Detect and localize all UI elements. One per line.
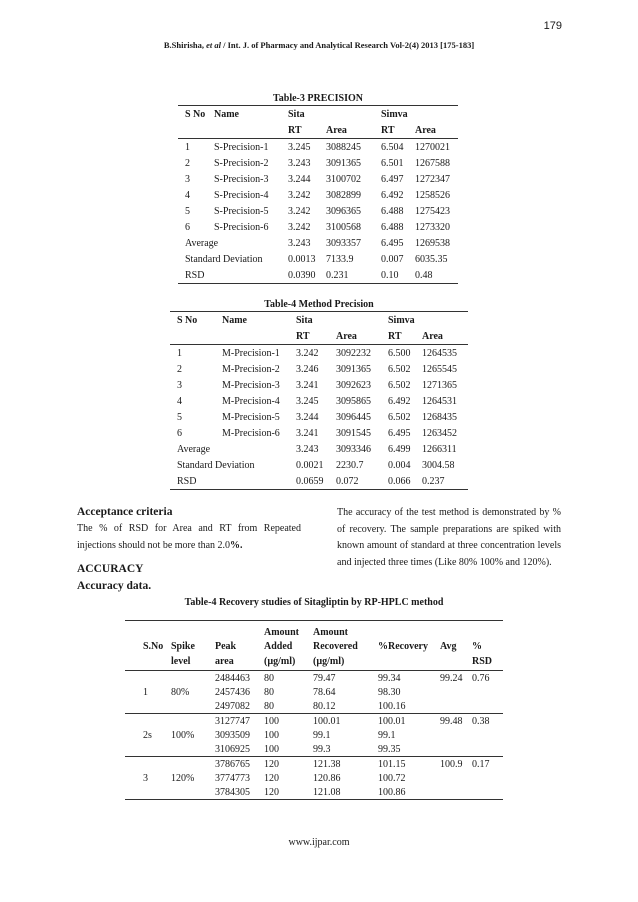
accuracy-heading: ACCURACY (77, 563, 144, 575)
table-cell: 3.243 (288, 157, 311, 169)
group-level: 120% (171, 772, 195, 784)
table4-header-name: Name (222, 314, 247, 326)
table-row (170, 473, 468, 490)
table-cell: 101.15 (378, 758, 406, 770)
table-cell: 1 (177, 347, 182, 359)
table-cell: 120 (264, 786, 279, 798)
table-cell: 3.242 (288, 189, 311, 201)
table4-header-simva: Simva (388, 314, 415, 326)
table-cell: 6.488 (381, 205, 404, 217)
table-cell: 2230.7 (336, 459, 364, 471)
recovery-table-title: Table-4 Recovery studies of Sitagliptin by RP-HPLC method (184, 597, 444, 608)
table-cell: 6.502 (388, 379, 411, 391)
table-cell: 3004.58 (422, 459, 455, 471)
table-cell: 0.10 (381, 269, 399, 281)
table-cell: 0.007 (381, 253, 404, 265)
table3-header-area: Area (326, 124, 347, 136)
table-cell: 3100568 (326, 221, 361, 233)
group-rsd: 0.17 (472, 758, 490, 770)
table-cell: 3.241 (296, 427, 319, 439)
table3-title: Table-3 PRECISION (273, 93, 363, 104)
table-row (170, 425, 468, 441)
table-cell: 3784305 (215, 786, 250, 798)
header-authors: B.Shirisha, (163, 40, 204, 50)
group-sno: 2s (143, 729, 152, 741)
table-cell: 6.488 (381, 221, 404, 233)
header-spike-line2: level (171, 656, 191, 667)
table-cell: 100.01 (313, 715, 341, 727)
header-journal: / Int. J. of Pharmacy and Analytical Research Vol-2(4) 2013 [175-183] (223, 40, 475, 50)
header-recovered-line2: Recovered (313, 640, 358, 652)
table-cell: 3096445 (336, 411, 371, 423)
table-row (178, 251, 458, 267)
table-cell: 3091365 (336, 363, 371, 375)
table-cell: 0.004 (388, 459, 411, 471)
header-peak-line2: area (215, 656, 234, 667)
table-cell: 6.501 (381, 157, 404, 169)
table-cell: 99.1 (378, 729, 396, 741)
table4-header-area: Area (422, 330, 443, 342)
table-cell: 100 (264, 743, 279, 755)
header-avg: Avg (440, 640, 457, 652)
table-cell: 120 (264, 772, 279, 784)
table-cell: S-Precision-3 (214, 173, 269, 185)
table-cell: 3.242 (296, 347, 319, 359)
table-cell: S-Precision-1 (214, 141, 269, 153)
header-added-line1: Amount (264, 626, 300, 638)
group-avg: 99.48 (440, 715, 463, 727)
table-cell: 2 (185, 157, 190, 169)
table-cell: 1269538 (415, 237, 450, 249)
table-cell: 3093346 (336, 443, 371, 455)
table-cell: 1265545 (422, 363, 457, 375)
header-recovered-line3: (µg/ml) (313, 656, 345, 667)
acceptance-bold-tail: %. (230, 539, 243, 551)
table-cell: 100 (264, 715, 279, 727)
table-cell: M-Precision-4 (222, 395, 280, 407)
table4-method-precision (170, 311, 468, 490)
accuracy-subheading: Accuracy data. (77, 580, 152, 592)
table-cell: Standard Deviation (185, 253, 263, 265)
recovery-table (125, 620, 503, 800)
table4-header-sita: Sita (296, 314, 313, 326)
table-row (178, 203, 458, 219)
table-cell: 1270021 (415, 141, 450, 153)
table-cell: M-Precision-3 (222, 379, 280, 391)
table-cell: M-Precision-6 (222, 427, 280, 439)
table-row (170, 345, 468, 362)
table-cell: 3127747 (215, 715, 250, 727)
table-row (170, 393, 468, 409)
table-cell: 3093357 (326, 237, 361, 249)
header-recovered-line1: Amount (313, 626, 349, 638)
table-cell: 0.0021 (296, 459, 324, 471)
header-added-line3: (µg/ml) (264, 656, 296, 667)
footer-url: www.ijpar.com (288, 837, 350, 848)
header-added-line2: Added (264, 640, 293, 652)
table-row (178, 219, 458, 235)
table-cell: 3.244 (288, 173, 311, 185)
acceptance-text (77, 521, 301, 554)
group-rsd: 0.76 (472, 672, 490, 684)
table3-header-sno: S No (185, 108, 206, 120)
table-cell: 99.3 (313, 743, 331, 755)
table-cell: 6.492 (381, 189, 404, 201)
table-cell: 1258526 (415, 189, 450, 201)
table-row (178, 235, 458, 251)
table-cell: S-Precision-5 (214, 205, 269, 217)
table4-header-rt: RT (388, 330, 402, 342)
table-cell: 80.12 (313, 700, 336, 712)
table-cell: Average (185, 237, 219, 249)
table-cell: 1267588 (415, 157, 450, 169)
table-cell: 79.47 (313, 672, 336, 684)
table-cell: 1263452 (422, 427, 457, 439)
table-cell: 7133.9 (326, 253, 354, 265)
page-number: 179 (543, 20, 562, 32)
group-avg: 100.9 (440, 758, 463, 770)
table-row (125, 671, 503, 686)
table-cell: 3.243 (296, 443, 319, 455)
table-cell: 1272347 (415, 173, 450, 185)
table-cell: 6.499 (388, 443, 411, 455)
table-cell: 0.48 (415, 269, 433, 281)
table-row (178, 155, 458, 171)
table-cell: 80 (264, 686, 274, 698)
group-sno: 1 (143, 686, 148, 698)
table-cell: 1273320 (415, 221, 450, 233)
table-row (170, 409, 468, 425)
table-cell: Average (177, 443, 211, 455)
table-cell: 3.242 (288, 205, 311, 217)
table-cell: 6.497 (381, 173, 404, 185)
group-avg: 99.24 (440, 672, 463, 684)
table-cell: 120 (264, 758, 279, 770)
table-row (170, 377, 468, 393)
table3-precision (178, 105, 458, 284)
table3-header-area: Area (415, 124, 436, 136)
table4-header-sno: S No (177, 314, 198, 326)
table-cell: 6.492 (388, 395, 411, 407)
table3-header-rt: RT (288, 124, 302, 136)
table-row (170, 361, 468, 377)
table-cell: 78.64 (313, 686, 336, 698)
table-cell: 100.16 (378, 700, 406, 712)
group-rsd: 0.38 (472, 715, 490, 727)
header-recovery: %Recovery (378, 640, 428, 652)
table-cell: 2484463 (215, 672, 250, 684)
table-cell: 3.243 (288, 237, 311, 249)
table-cell: 0.237 (422, 475, 445, 487)
table-cell: 3100702 (326, 173, 361, 185)
table-cell: RSD (185, 269, 205, 281)
table-cell: 3 (177, 379, 182, 391)
table-cell: 3093509 (215, 729, 250, 741)
table-cell: 5 (177, 411, 182, 423)
table-cell: 100.72 (378, 772, 406, 784)
table-cell: 3091545 (336, 427, 371, 439)
table-cell: 6.502 (388, 363, 411, 375)
table-cell: 1266311 (422, 443, 457, 455)
table-cell: 3096365 (326, 205, 361, 217)
table-cell: 98.30 (378, 686, 401, 698)
table3-header-name: Name (214, 108, 239, 120)
header-etal: et al (206, 40, 221, 50)
table-cell: 0.0390 (288, 269, 316, 281)
table-row (170, 441, 468, 457)
table-cell: 100 (264, 729, 279, 741)
table-cell: 3091365 (326, 157, 361, 169)
table-cell: 3774773 (215, 772, 250, 784)
table-cell: RSD (177, 475, 197, 487)
header-rsd-line1: % (472, 640, 482, 652)
table-cell: 6 (177, 427, 182, 439)
table-cell: S-Precision-6 (214, 221, 269, 233)
running-header (0, 40, 638, 50)
table-cell: 2 (177, 363, 182, 375)
group-level: 100% (171, 729, 195, 741)
table-cell: 5 (185, 205, 190, 217)
table-row (178, 171, 458, 187)
table-cell: 1 (185, 141, 190, 153)
table-cell: 121.38 (313, 758, 341, 770)
table-cell: 0.066 (388, 475, 411, 487)
table-cell: 6035.35 (415, 253, 448, 265)
table-row (178, 267, 458, 284)
table-cell: 3 (185, 173, 190, 185)
table-cell: 100.86 (378, 786, 406, 798)
table-cell: 1264531 (422, 395, 457, 407)
table-cell: 3.245 (296, 395, 319, 407)
table-cell: M-Precision-5 (222, 411, 280, 423)
table3-header-rt: RT (381, 124, 395, 136)
table-cell: 3095865 (336, 395, 371, 407)
table4-header-area: Area (336, 330, 357, 342)
table-cell: 80 (264, 672, 274, 684)
table-cell: 3.241 (296, 379, 319, 391)
table-cell: 3.245 (288, 141, 311, 153)
table-cell: 2497082 (215, 700, 250, 712)
table-cell: 6.504 (381, 141, 404, 153)
table-cell: 80 (264, 700, 274, 712)
table-row (170, 457, 468, 473)
table-cell: 0.0659 (296, 475, 324, 487)
table-cell: 3.242 (288, 221, 311, 233)
group-level: 80% (171, 686, 190, 698)
table-cell: 1271365 (422, 379, 457, 391)
table-cell: 3.246 (296, 363, 319, 375)
acceptance-heading: Acceptance criteria (77, 506, 173, 518)
table-cell: 3088245 (326, 141, 361, 153)
table-row (125, 714, 503, 729)
table4-header-rt: RT (296, 330, 310, 342)
table-cell: 121.08 (313, 786, 341, 798)
table-cell: 3092623 (336, 379, 371, 391)
accuracy-paragraph: The accuracy of the test method is demonstrated by % of recovery. The sample preparations are spiked with known amount of standard at three concentration levels and injected three times (Like 80% 100% and 120%). (337, 507, 561, 568)
table-cell: 99.34 (378, 672, 401, 684)
table3-header-sita: Sita (288, 108, 305, 120)
table-cell: 100.01 (378, 715, 406, 727)
table-cell: 6.495 (388, 427, 411, 439)
table-row (125, 757, 503, 772)
table-cell: 3786765 (215, 758, 250, 770)
table-cell: 1264535 (422, 347, 457, 359)
table-row (178, 187, 458, 203)
group-sno: 3 (143, 772, 148, 784)
table-cell: 99.35 (378, 743, 401, 755)
table-cell: M-Precision-2 (222, 363, 280, 375)
table-cell: Standard Deviation (177, 459, 255, 471)
table-cell: 3.244 (296, 411, 319, 423)
header-peak-line1: Peak (215, 640, 237, 652)
table-row (178, 139, 458, 156)
header-spike-line1: Spike (171, 640, 195, 652)
table-cell: M-Precision-1 (222, 347, 280, 359)
table-cell: 3082899 (326, 189, 361, 201)
table-cell: 6 (185, 221, 190, 233)
table-cell: 4 (185, 189, 190, 201)
table3-header-simva: Simva (381, 108, 408, 120)
acceptance-body: The % of RSD for Area and RT from Repeated injections should not be more than 2.0 (77, 523, 301, 551)
table-cell: 4 (177, 395, 182, 407)
table-cell: 2457436 (215, 686, 250, 698)
table-cell: 3106925 (215, 743, 250, 755)
table-cell: 99.1 (313, 729, 331, 741)
header-rsd-line2: RSD (472, 656, 493, 667)
table-cell: 0.231 (326, 269, 349, 281)
table4-title: Table-4 Method Precision (264, 299, 374, 310)
table-cell: 6.500 (388, 347, 411, 359)
table-cell: 1268435 (422, 411, 457, 423)
table-cell: 6.495 (381, 237, 404, 249)
table-cell: S-Precision-2 (214, 157, 269, 169)
table-cell: 1275423 (415, 205, 450, 217)
table-cell: S-Precision-4 (214, 189, 269, 201)
table-cell: 6.502 (388, 411, 411, 423)
table-cell: 0.0013 (288, 253, 316, 265)
table-cell: 0.072 (336, 475, 359, 487)
table-cell: 3092232 (336, 347, 371, 359)
table-cell: 120.86 (313, 772, 341, 784)
header-sno: S.No (143, 640, 164, 652)
